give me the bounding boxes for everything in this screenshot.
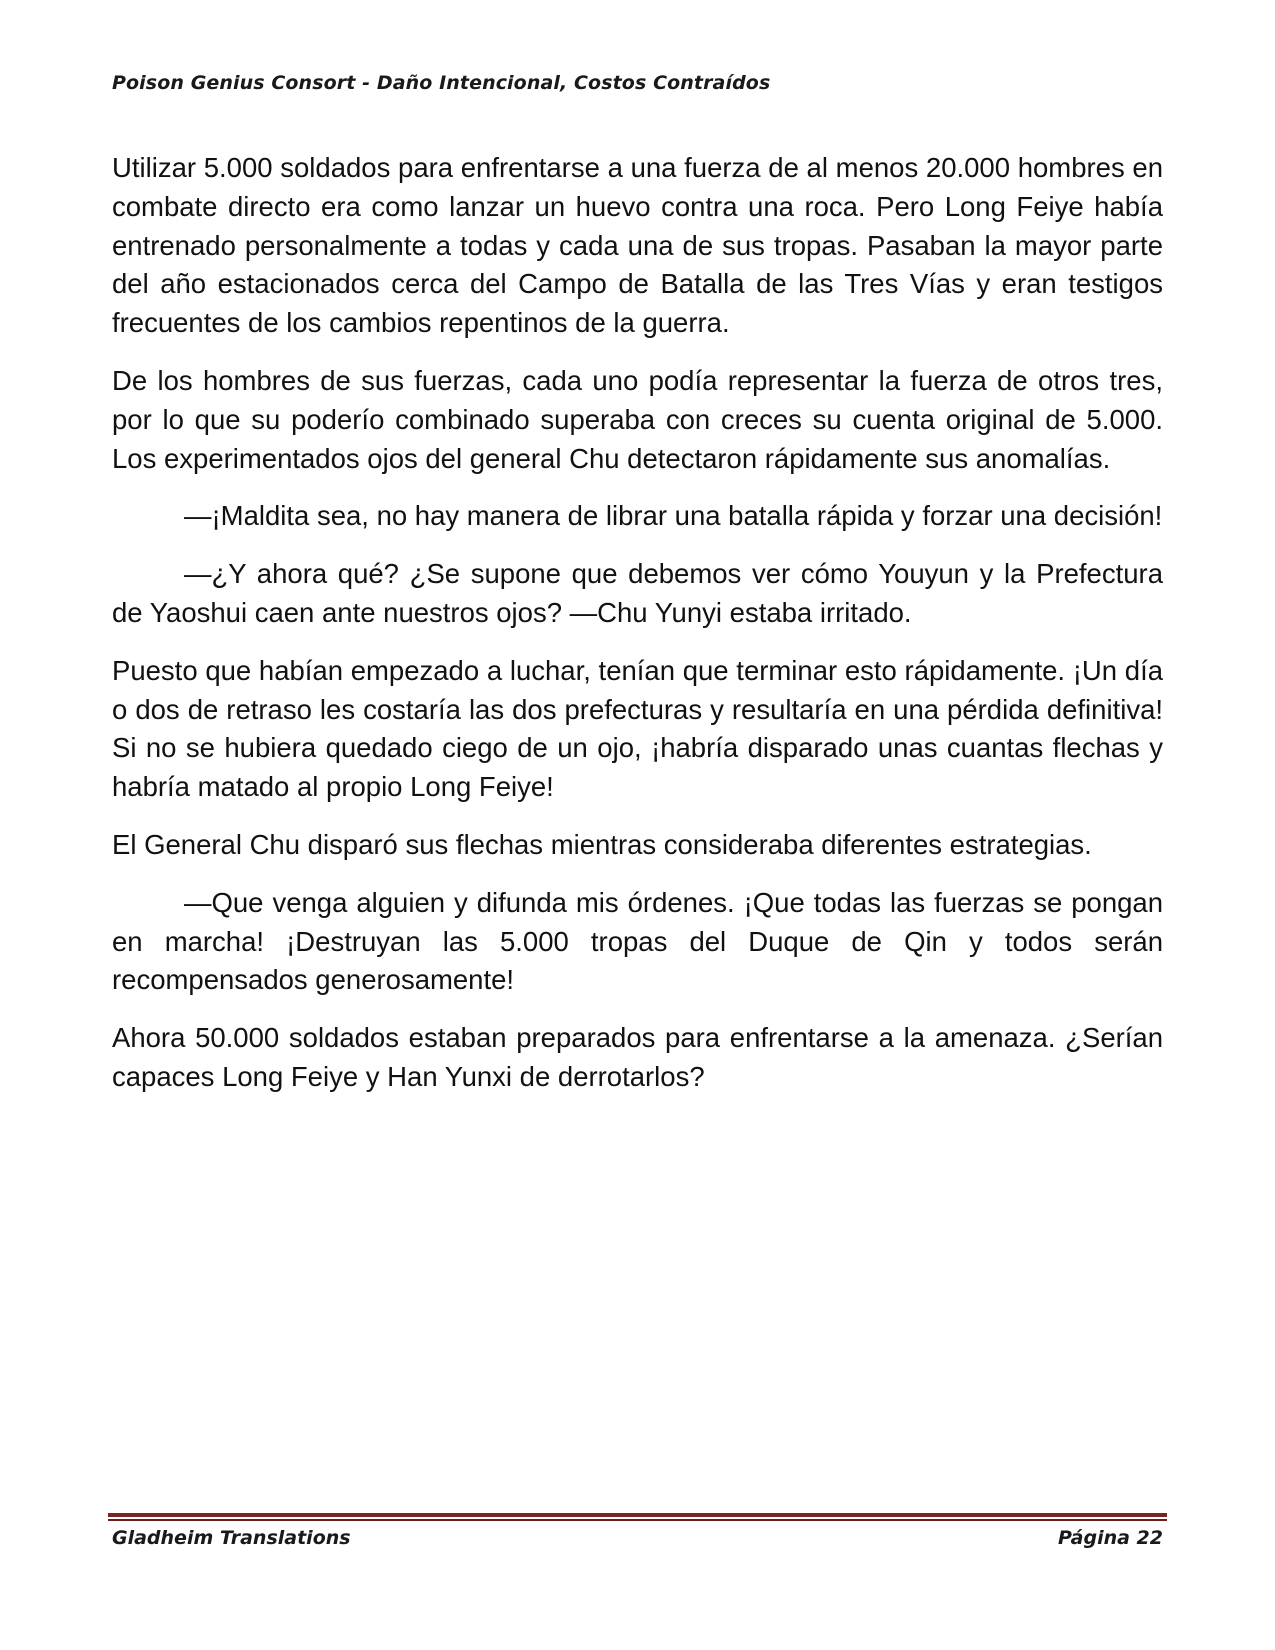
paragraph: Puesto que habían empezado a luchar, tenían que terminar esto rápidamente. ¡Un día o dos de retraso les costaría las dos prefecturas y resultaría en una pérdida definitiva! Si no se hubiera quedado ciego de un ojo, ¡habría disparado unas cuantas flechas y habría matado al propio Long Feiye!: [112, 654, 1163, 803]
paragraph: El General Chu disparó sus flechas mientras consideraba diferentes estrategias.: [112, 828, 1092, 860]
footer-page-number: Página 22: [1057, 1527, 1163, 1549]
paragraph: Ahora 50.000 soldados estaban preparados para enfrentarse a la amenaza. ¿Serían capaces Long Feiye y Han Yunxi de derrotarlos?: [112, 1022, 1163, 1092]
dialogue-paragraph: —Que venga alguien y difunda mis órdenes. ¡Que todas las fuerzas se pongan en marcha! ¡Destruyan las 5.000 tropas del Duque de Qin y todos serán recompensados generosamente!: [112, 886, 1163, 996]
paragraph: Utilizar 5.000 soldados para enfrentarse a una fuerza de al menos 20.000 hombres en combate directo era como lanzar un huevo contra una roca. Pero Long Feiye había entrenado personalmente a todas y cada una de sus tropas. Pasaban la mayor parte del año estacionados cerca del Campo de Batalla de las Tres Vías y eran testigos frecuentes de los cambios repentinos de la guerra.: [112, 152, 1163, 339]
body-text: [112, 149, 1163, 1116]
footer-publisher: Gladheim Translations: [112, 1527, 351, 1549]
dialogue-paragraph: —¡Maldita sea, no hay manera de librar una batalla rápida y forzar una decisión!: [184, 500, 1163, 532]
footer-divider-thin-line: [108, 1519, 1167, 1521]
paragraph: De los hombres de sus fuerzas, cada uno podía representar la fuerza de otros tres, por lo que su poderío combinado superaba con creces su cuenta original de 5.000. Los experimentados ojos del general Chu detectaron rápidamente sus anomalías.: [112, 364, 1163, 474]
footer-divider: [108, 1513, 1167, 1523]
footer-divider-thick-line: [108, 1513, 1167, 1517]
dialogue-paragraph: —¿Y ahora qué? ¿Se supone que debemos ver cómo Youyun y la Prefectura de Yaoshui caen ante nuestros ojos? —Chu Yunyi estaba irritado.: [112, 558, 1163, 628]
page-header-title: Poison Genius Consort - Daño Intencional, Costos Contraídos: [112, 72, 771, 94]
